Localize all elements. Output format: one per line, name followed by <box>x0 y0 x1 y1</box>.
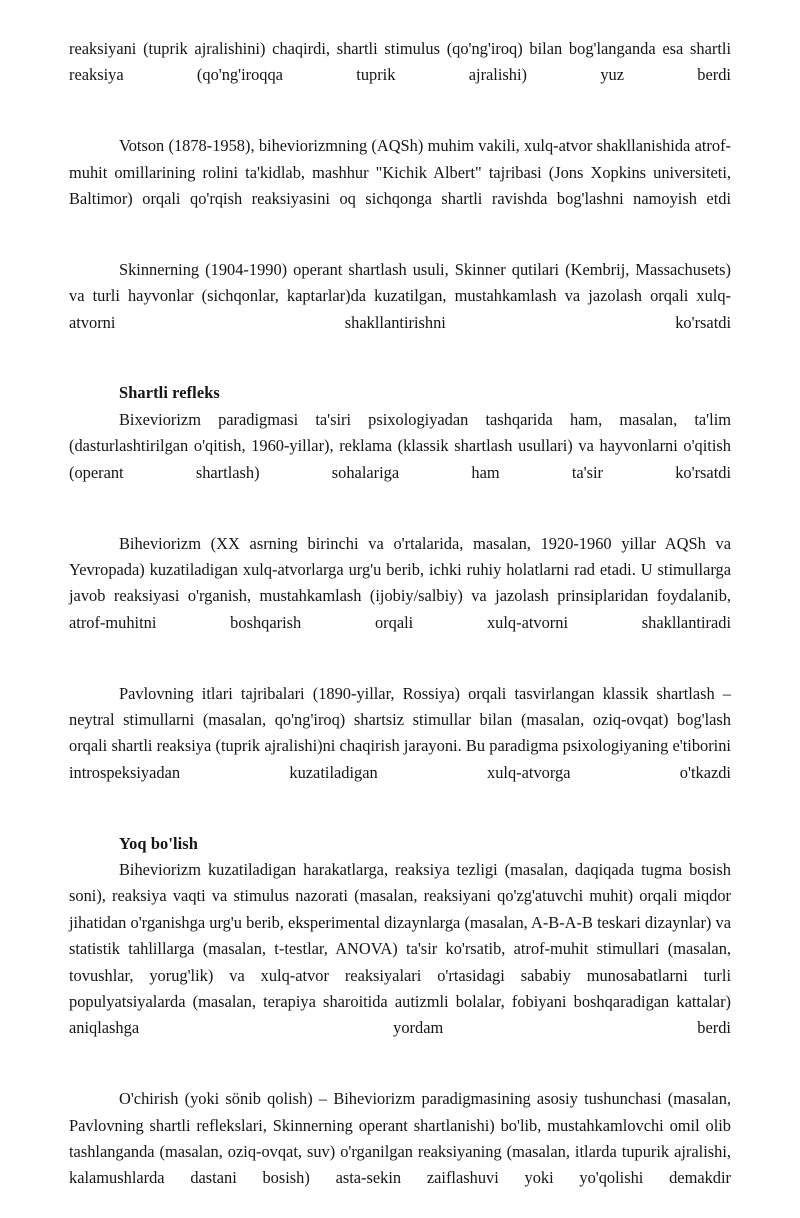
paragraph-spacer <box>69 663 731 681</box>
body-paragraph: Votson (1878-1958), biheviorizmning (AQSh) muhim vakili, xulq-atvor shakllanishida atrof-muhit omillarining rolini ta'kidlab, mashhur "Kichik Albert" tajribasi (Jons Xopkins universiteti, Baltimor) orqali qo'rqish reaksiyasini oq sichqonga shartli ravishda bog'lashni namoyish etdi <box>69 136 731 209</box>
body-paragraph: Skinnerning (1904-1990) operant shartlash usuli, Skinner qutilari (Kembrij, Massachusets) va turli hayvonlar (sichqonlar, kaptarlar)da kuzatilgan, mustahkamlash va jazolash orqali xulq-atvorni shakllantirishni ko'rsatdi <box>69 259 731 332</box>
body-paragraph: Biheviorizm (XX asrning birinchi va o'rtalarida, masalan, 1920-1960 yillar AQSh va Yevropada) kuzatiladigan xulq-atvorlarga urg'u berib, ichki ruhiy holatlarni rad etadi. U stimullarga javob reaksiyasi o'rganish, mustahkamlash (ijobiy/salbiy) va jazolash prinsiplaridan foydalanib, atrof-muhitni boshqarish orqali xulq-atvorni shakllantiradi <box>69 533 731 632</box>
paragraph-spacer <box>69 513 731 531</box>
paragraph-spacer <box>69 1068 731 1086</box>
paragraph-spacer <box>69 813 731 831</box>
body-paragraph: Bixeviorizm paradigmasi ta'siri psixologiyadan tashqarida ham, masalan, ta'lim (dasturlashtirilgan o'qitish, 1960-yillar), reklama (klassik shartlash usullari) va hayvonlarni o'qitish (operant shartlash) sohalariga ham ta'sir ko'rsatdi <box>69 409 731 482</box>
paragraph-spacer <box>69 115 731 133</box>
body-paragraph: O'chirish (yoki sönib qolish) – Biheviorizm paradigmasining asosiy tushunchasi (masalan, Pavlovning shartli reflekslari, Skinnerning operant shartlanishi) bo'lib, mustahkamlovchi omil olib tashlanganda (masalan, oziq-ovqat, suv) o'rganilgan reaksiyaning (masalan, itlarda tupurik ajralishi, kalamushlarda dastani bosish) asta-sekin zaiflashuvi yoki yo'qolishi demakdir <box>69 1089 731 1188</box>
document-text-body <box>69 36 731 1218</box>
section-heading: Yoq bo'lish <box>119 833 198 853</box>
body-paragraph: Pavlovning itlari tajribalari (1890-yillar, Rossiya) orqali tasvirlangan klassik shartlash – neytral stimullarni (masalan, qo'ng'iroq) shartsiz stimullar bilan (masalan, oziq-ovqat) bog'lash orqali shartli reaksiya (tuprik ajralishi)ni chaqirish jarayoni. Bu paradigma psixologiyaning e'tiborini introspeksiyadan kuzatiladigan xulq-atvorga o'tkazdi <box>69 683 731 782</box>
paragraph-spacer <box>69 239 731 257</box>
section-heading: Shartli refleks <box>119 383 220 403</box>
body-paragraph: Biheviorizm kuzatiladigan harakatlarga, reaksiya tezligi (masalan, daqiqada tugma bosish soni), reaksiya vaqti va stimulus nazorati (masalan, reaksiyani qo'zg'atuvchi muhit) orqali miqdor jihatidan o'rganishga urg'u berib, eksperimental dizaynlarga (masalan, A-B-A-B teskari dizaynlar) va statistik tahlillarga (masalan, t-testlar, ANOVA) ta'sir ko'rsatib, atrof-muhit stimullari (masalan, tovushlar, yorug'lik) va xulq-atvor reaksiyalari o'rtasidagi sababiy munosabatlarni turli populyatsiyalarda (masalan, terapiya sharoitida autizmli bolalar, fobiyani boshqaradigan kattalar) aniqlashga yordam berdi <box>69 859 731 1038</box>
body-paragraph: reaksiyani (tuprik ajralishini) chaqirdi, shartli stimulus (qo'ng'iroq) bilan bog'langanda esa shartli reaksiya (qo'ng'iroqqa tuprik ajralishi) yuz berdi <box>69 39 731 85</box>
paragraph-spacer <box>69 362 731 380</box>
